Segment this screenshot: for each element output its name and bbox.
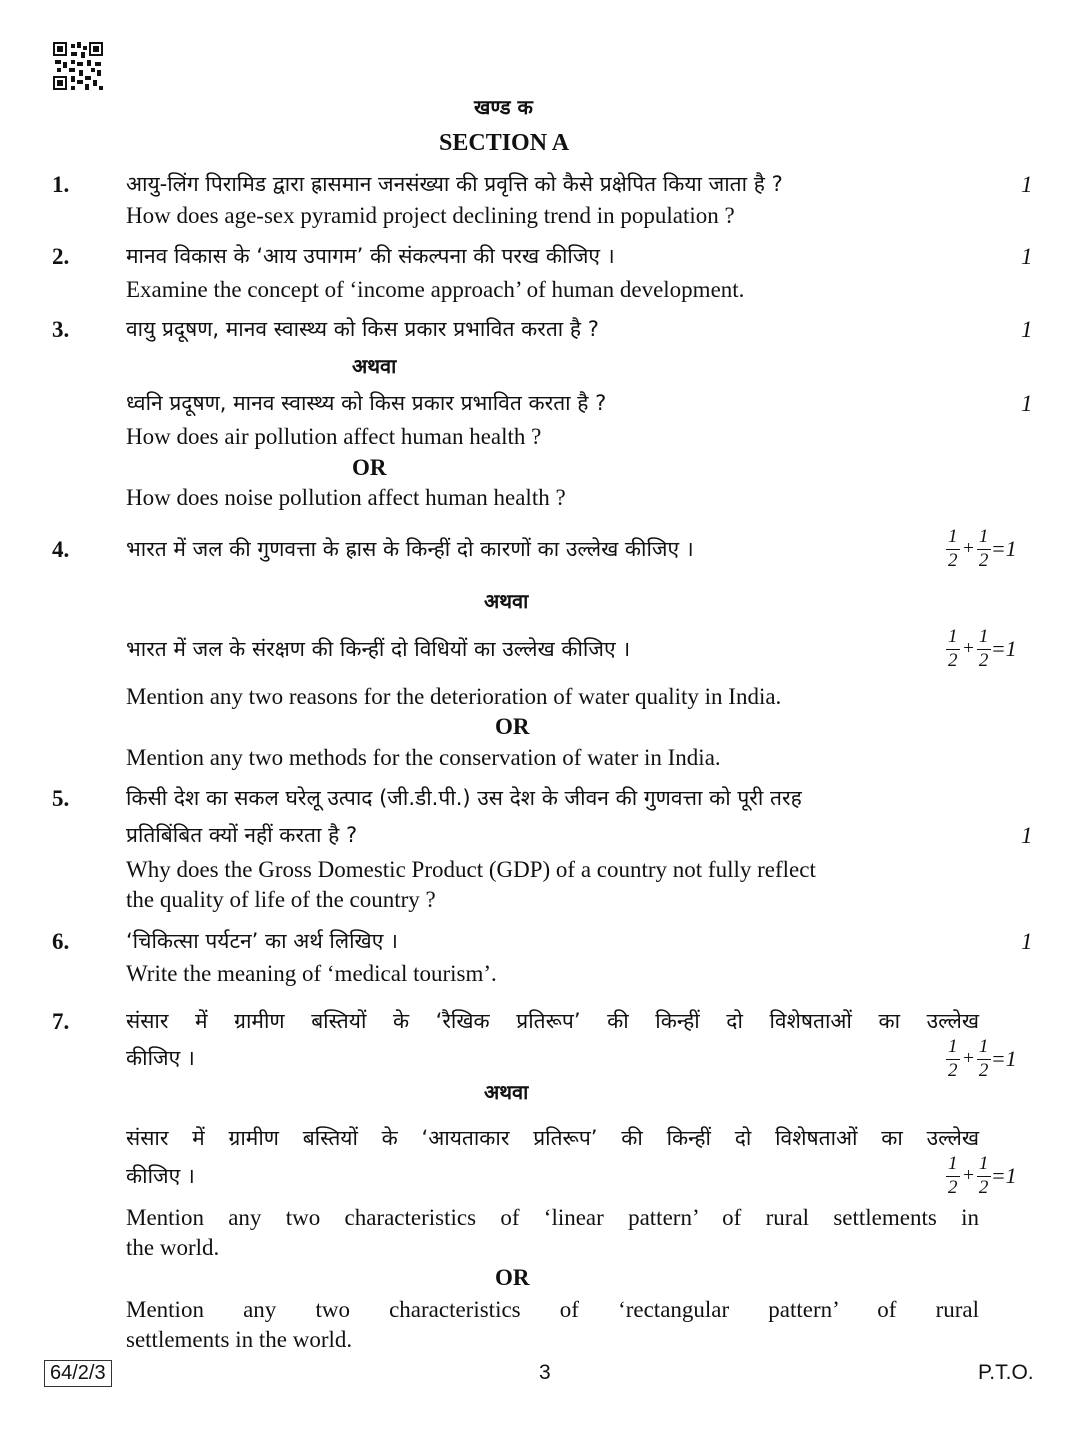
question-text-english: Mention any two reasons for the deterioration of water quality in India. [126, 684, 782, 709]
section-title-hindi: खण्ड क [474, 95, 533, 119]
paper-code: 64/2/3 [44, 1360, 112, 1387]
question-text-hindi: कीजिए । [126, 1046, 195, 1070]
question-text-hindi: प्रतिबिंबित क्यों नहीं करता है ? [126, 823, 358, 847]
question-text-hindi: ‘चिकित्सा पर्यटन’ का अर्थ लिखिए । [126, 929, 398, 953]
question-text-english: Mention any two characteristics of ‘linear pattern’ of rural settlements in [126, 1205, 979, 1230]
question-text-hindi: मानव विकास के ‘आय उपागम’ की संकल्पना की परख कीजिए । [126, 244, 615, 268]
alternative-question-english: How does noise pollution affect human health ? [126, 485, 566, 510]
qr-code-icon [53, 42, 103, 90]
alternative-question-hindi: कीजिए । [126, 1164, 195, 1188]
question-text-hindi: वायु प्रदूषण, मानव स्वास्थ्य को किस प्रकार प्रभावित करता है ? [126, 317, 599, 341]
question-number: 3. [52, 317, 70, 342]
question-text-english: How does age-sex pyramid project declining trend in population ? [126, 203, 735, 228]
question-text-hindi: संसार में ग्रामीण बस्तियों के ‘रैखिक प्रतिरूप’ की किन्हीं दो विशेषताओं का उल्लेख [126, 1009, 979, 1033]
or-label-english: OR [495, 1265, 530, 1290]
question-number: 1. [52, 172, 70, 197]
question-text-hindi: आयु-लिंग पिरामिड द्वारा ह्रासमान जनसंख्या की प्रवृत्ति को कैसे प्रक्षेपित किया जाता है ? [126, 172, 783, 196]
half-marks-formula: $\frac{1}{2}$ + $\frac{1}{2}$ =1 [948, 1153, 1017, 1198]
or-label-english: OR [352, 455, 387, 480]
alternative-question-hindi: ध्वनि प्रदूषण, मानव स्वास्थ्य को किस प्रकार प्रभावित करता है ? [126, 391, 607, 415]
question-text-hindi: भारत में जल की गुणवत्ता के ह्रास के किन्हीं दो कारणों का उल्लेख कीजिए । [126, 537, 694, 561]
question-text-english: Why does the Gross Domestic Product (GDP) of a country not fully reflect [126, 857, 816, 882]
question-number: 7. [52, 1009, 70, 1034]
alternative-question-hindi: संसार में ग्रामीण बस्तियों के ‘आयताकार प्रतिरूप’ की किन्हीं दो विशेषताओं का उल्लेख [126, 1126, 979, 1150]
half-marks-formula: $\frac{1}{2}$ + $\frac{1}{2}$ =1 [948, 626, 1017, 671]
or-label-english: OR [495, 714, 530, 739]
alternative-question-english: settlements in the world. [126, 1327, 353, 1352]
question-number: 5. [52, 786, 70, 811]
alternative-question-english: Mention any two characteristics of ‘rectangular pattern’ of rural [126, 1297, 979, 1322]
question-number: 6. [52, 929, 70, 954]
or-label-hindi: अथवा [484, 589, 529, 613]
question-number: 2. [52, 244, 70, 269]
question-text-english: How does air pollution affect human health ? [126, 424, 542, 449]
question-text-english: the quality of life of the country ? [126, 887, 436, 912]
question-marks: 1 [1021, 172, 1033, 197]
question-text-english: Examine the concept of ‘income approach’ of human development. [126, 277, 745, 302]
alternative-question-hindi: भारत में जल के संरक्षण की किन्हीं दो विधियों का उल्लेख कीजिए । [126, 637, 631, 661]
question-marks: 1 [1021, 929, 1033, 954]
question-marks: 1 [1021, 823, 1033, 848]
section-title-english: SECTION A [439, 130, 570, 156]
or-label-hindi: अथवा [484, 1080, 529, 1104]
half-marks-formula: $\frac{1}{2}$ + $\frac{1}{2}$ =1 [948, 526, 1017, 571]
half-marks-formula: $\frac{1}{2}$ + $\frac{1}{2}$ =1 [948, 1036, 1017, 1081]
page-number: 3 [539, 1361, 551, 1384]
question-text-hindi: किसी देश का सकल घरेलू उत्पाद (जी.डी.पी.) उस देश के जीवन की गुणवत्ता को पूरी तरह [126, 786, 802, 810]
question-marks: 1 [1021, 317, 1033, 342]
question-text-english: the world. [126, 1235, 220, 1260]
please-turn-over: P.T.O. [978, 1361, 1034, 1384]
question-number: 4. [52, 537, 70, 562]
alternative-question-english: Mention any two methods for the conservation of water in India. [126, 745, 721, 770]
question-marks: 1 [1021, 244, 1033, 269]
question-marks: 1 [1021, 391, 1033, 416]
question-text-english: Write the meaning of ‘medical tourism’. [126, 961, 497, 986]
or-label-hindi: अथवा [352, 354, 397, 378]
